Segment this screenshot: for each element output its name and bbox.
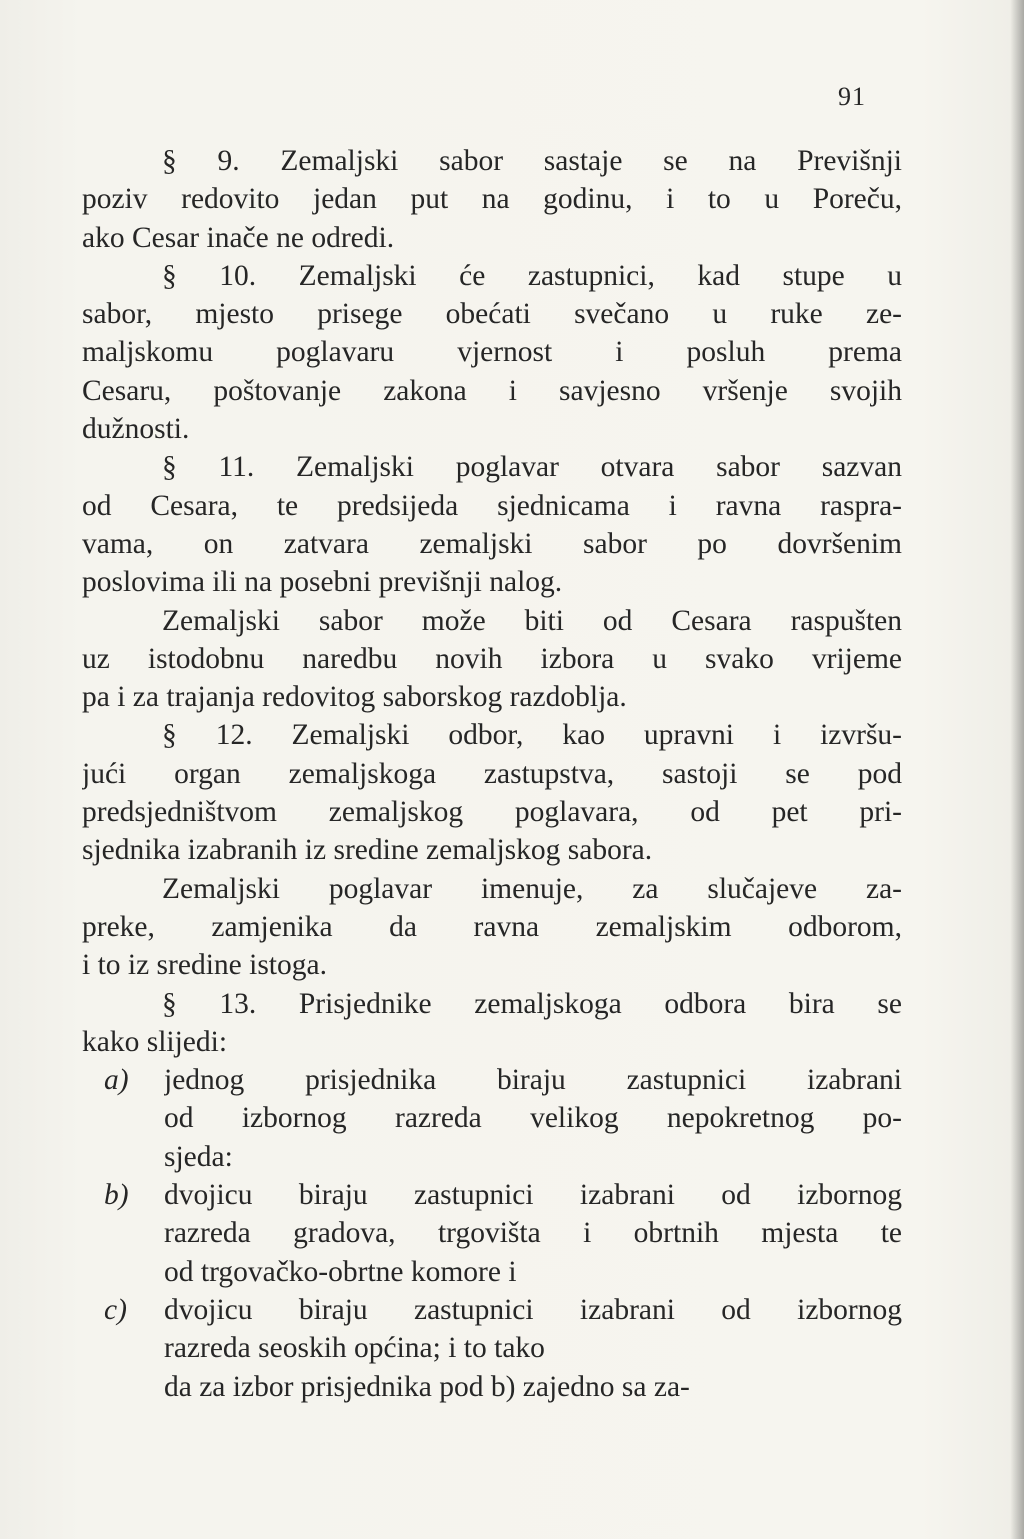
text-line: § 9. Zemaljski sabor sastaje se na Previšnji — [162, 145, 902, 177]
text-line: predsjedništvom zemaljskog poglavara, od pet pri- — [82, 796, 902, 829]
page-edge-shadow — [1010, 0, 1024, 1539]
text-line: poziv redovito jedan put na godinu, i to u Poreču, — [82, 183, 902, 216]
enumerated-list — [82, 1061, 902, 1367]
list-item-text: sjeda: — [164, 1140, 233, 1173]
text-line: § 13. Prisjednike zemaljskoga odbora bira se — [162, 987, 902, 1020]
text-line: Cesaru, poštovanje zakona i savjesno vršenje svojih — [82, 374, 902, 407]
paragraph-lines — [82, 142, 902, 1061]
text-line: jući organ zemaljskoga zastupstva, sastoji se pod — [82, 757, 902, 790]
list-item-text: od izbornog razreda velikog nepokretnog po- — [164, 1102, 902, 1135]
list-item — [82, 1061, 902, 1099]
text-line: § 10. Zemaljski će zastupnici, kad stupe u — [162, 259, 902, 292]
page-number: 91 — [838, 82, 866, 111]
text-line: od Cesara, te predsijeda sjednicama i ravna raspra- — [82, 489, 902, 522]
list-item — [82, 1176, 902, 1214]
text-line: poslovima ili na posebni previšnji nalog. — [82, 566, 563, 599]
list-item-marker: c) — [104, 1293, 127, 1326]
text-line: § 11. Zemaljski poglavar otvara sabor sazvan — [162, 451, 902, 484]
text-line: ako Cesar inače ne odredi. — [82, 221, 395, 254]
text-line: Zemaljski sabor može biti od Cesara raspušten — [162, 604, 902, 637]
final-line: da za izbor prisjednika pod b) zajedno sa za- — [164, 1370, 690, 1403]
list-item — [82, 1291, 902, 1329]
text-line: vama, on zatvara zemaljski sabor po dovršenim — [82, 527, 902, 560]
text-line: maljskomu poglavaru vjernost i posluh prema — [82, 336, 902, 369]
text-line: Zemaljski poglavar imenuje, za slučajeve za- — [162, 872, 902, 905]
list-item-text: jednog prisjednika biraju zastupnici izabrani — [164, 1064, 902, 1097]
list-item-text: od trgovačko-obrtne komore i — [164, 1255, 517, 1288]
list-item-text: dvojicu biraju zastupnici izabrani od izbornog — [164, 1293, 902, 1326]
text-line: i to iz sredine istoga. — [82, 949, 327, 982]
text-line: dužnosti. — [82, 413, 190, 446]
list-item-marker: a) — [104, 1064, 129, 1097]
list-item-text: razreda seoskih općina; i to tako — [164, 1332, 545, 1365]
text-line: § 12. Zemaljski odbor, kao upravni i izvršu- — [162, 719, 902, 752]
text-line: kako slijedi: — [82, 1025, 228, 1058]
list-item-marker: b) — [104, 1179, 129, 1212]
text-line: sjednika izabranih iz sredine zemaljskog sabora. — [82, 834, 653, 867]
list-item-text: razreda gradova, trgovišta i obrtnih mjesta te — [164, 1217, 902, 1250]
list-item-text: dvojicu biraju zastupnici izabrani od izbornog — [164, 1179, 902, 1212]
body-text — [82, 142, 902, 1406]
text-line: pa i za trajanja redovitog saborskog razdoblja. — [82, 681, 627, 714]
text-line: uz istodobnu naredbu novih izbora u svako vrijeme — [82, 642, 902, 675]
text-line: preke, zamjenika da ravna zemaljskim odborom, — [82, 910, 902, 943]
text-line: sabor, mjesto prisege obećati svečano u ruke ze- — [82, 298, 902, 331]
